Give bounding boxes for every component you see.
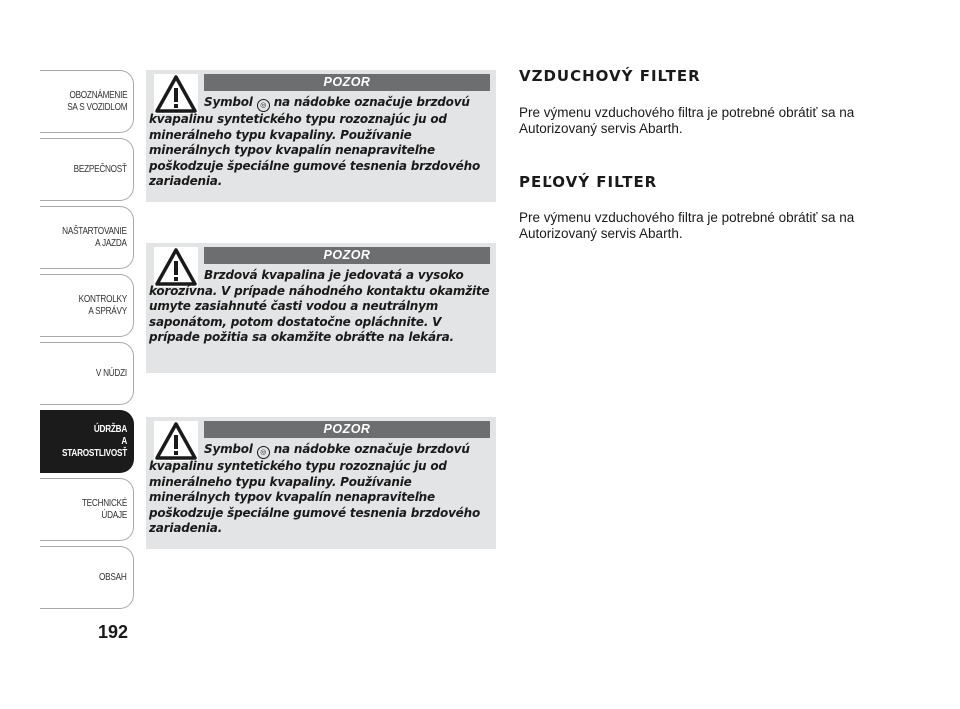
tab-oboznamenie[interactable] xyxy=(40,70,134,133)
tab-label: OBSAH xyxy=(99,571,127,583)
warning-text-prefix: Symbol xyxy=(204,442,253,456)
warning-box xyxy=(146,417,496,549)
tab-label: OBOZNÁMENIE SA S VOZIDLOM xyxy=(66,89,127,113)
warning-text-suffix: na nádobke označuje brzdovú xyxy=(273,95,470,109)
section-text-pollen-filter: Pre výmenu vzduchového filtra je potrebné obrátiť sa na Autorizovaný servis Abarth. xyxy=(519,210,855,241)
brake-fluid-symbol-icon: ◎ xyxy=(257,99,270,112)
section-heading-pollen-filter: PEĽOVÝ FILTER xyxy=(519,173,658,191)
warning-title: POZOR xyxy=(204,74,490,91)
warning-text-rest: kvapalinu syntetického typu rozoznajúc ju od minerálneho typu kvapaliny. Používanie minerálnych typov kvapalín nenapraviteľne poškodzuje špeciálne gumové tesnenia brzdového zariadenia. xyxy=(149,459,481,535)
tab-udrzba[interactable] xyxy=(40,410,134,473)
tab-bezpecnost[interactable] xyxy=(40,138,134,201)
tab-v-nudzi[interactable] xyxy=(40,342,134,405)
section-text-air-filter: Pre výmenu vzduchového filtra je potrebné obrátiť sa na Autorizovaný servis Abarth. xyxy=(519,105,855,136)
tab-nastartovanie[interactable] xyxy=(40,206,134,269)
chapter-tabs xyxy=(40,70,134,614)
warning-box xyxy=(146,243,496,373)
tab-label: NAŠTARTOVANIE A JAZDA xyxy=(62,225,127,249)
warning-text xyxy=(149,95,490,190)
tab-kontrolky[interactable] xyxy=(40,274,134,337)
page-number: 192 xyxy=(98,622,129,642)
section-heading-air-filter: VZDUCHOVÝ FILTER xyxy=(519,67,701,85)
warning-text-rest: kvapalinu syntetického typu rozoznajúc ju od minerálneho typu kvapaliny. Používanie minerálnych typov kvapalín nenapraviteľne poškodzuje špeciálne gumové tesnenia brzdového zariadenia. xyxy=(149,112,481,188)
tab-label: V NÚDZI xyxy=(95,367,127,379)
warning-text-first: Brzdová kvapalina je jedovatá a vysoko xyxy=(204,268,464,282)
warning-title: POZOR xyxy=(204,247,490,264)
tab-label: TECHNICKÉ ÚDAJE xyxy=(81,497,127,521)
warning-text-suffix: na nádobke označuje brzdovú xyxy=(273,442,470,456)
warning-text xyxy=(149,268,490,346)
warning-text-rest: korozívna. V prípade náhodného kontaktu okamžite umyte zasiahnuté časti vodou a neutrálnym saponátom, potom dostatočne opláchnite. V prípade požitia sa okamžite obráťte na lekára. xyxy=(149,283,490,344)
tab-label: KONTROLKY A SPRÁVY xyxy=(78,293,127,317)
warning-text xyxy=(149,442,490,537)
warning-title: POZOR xyxy=(204,421,490,438)
tab-obsah[interactable] xyxy=(40,546,134,609)
brake-fluid-symbol-icon: ◎ xyxy=(257,446,270,459)
warning-text-prefix: Symbol xyxy=(204,95,253,109)
tab-label: BEZPEČNOSŤ xyxy=(73,163,127,175)
tab-label: ÚDRŽBA A STAROSTLIVOSŤ xyxy=(62,423,128,459)
warning-box xyxy=(146,70,496,202)
tab-technicke-udaje[interactable] xyxy=(40,478,134,541)
